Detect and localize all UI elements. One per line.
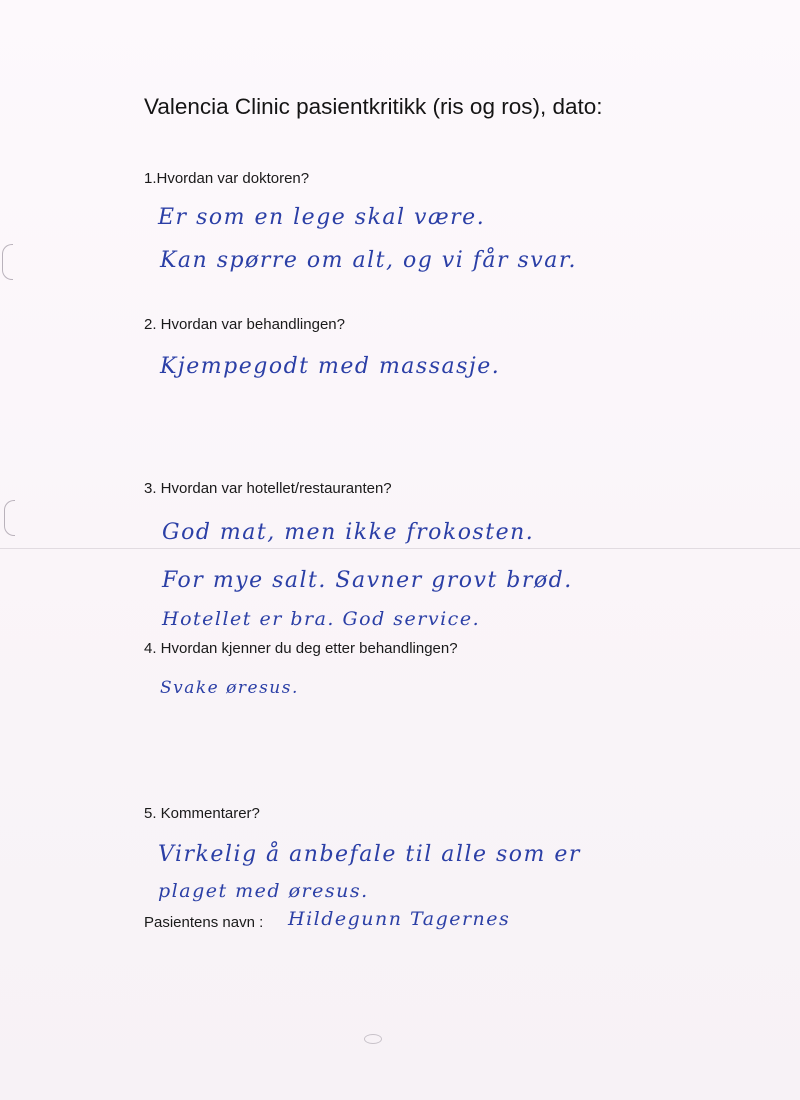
answer-3-line-1: God mat, men ikke frokosten. [162, 520, 535, 545]
question-2-label: 2. Hvordan var behandlingen? [144, 316, 345, 333]
answer-4-line-1: Svake øresus. [160, 678, 299, 698]
hole-punch-mark [2, 244, 13, 280]
answer-3-line-2: For mye salt. Savner grovt brød. [162, 568, 573, 593]
answer-3-line-3: Hotellet er bra. God service. [162, 608, 481, 630]
form-title: Valencia Clinic pasientkritikk (ris og ros), dato: [144, 94, 603, 119]
question-4-label: 4. Hvordan kjenner du deg etter behandlingen? [144, 640, 458, 657]
patient-name-signature: Hildegunn Tagernes [288, 908, 511, 930]
hole-punch-mark [4, 500, 15, 536]
paper-fold [0, 548, 800, 549]
question-5-label: 5. Kommentarer? [144, 805, 260, 822]
question-3-label: 3. Hvordan var hotellet/restauranten? [144, 480, 392, 497]
answer-1-line-1: Er som en lege skal være. [158, 205, 486, 230]
paper-smudge [364, 1034, 382, 1044]
question-1-label: 1.Hvordan var doktoren? [144, 170, 310, 187]
answer-5-line-2: plaget med øresus. [158, 880, 369, 902]
patient-name-label: Pasientens navn : [144, 914, 264, 931]
answer-5-line-1: Virkelig å anbefale til alle som er [158, 842, 581, 867]
answer-2-line-1: Kjempegodt med massasje. [160, 354, 501, 379]
answer-1-line-2: Kan spørre om alt, og vi får svar. [160, 248, 577, 273]
